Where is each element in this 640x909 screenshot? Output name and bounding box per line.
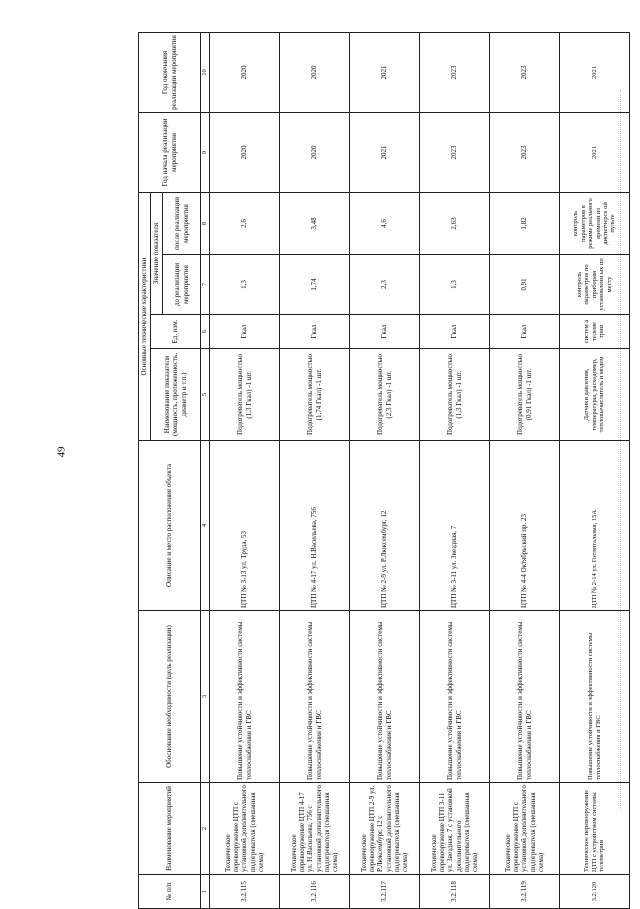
row-no: 3.2.117 (350, 875, 420, 909)
row-rationale: Повышение устойчивости и эффективности системы теплоснабжения и ГВС (490, 611, 560, 783)
row-description: ЦТП № 2-9 ул. Р.Люксембург, 12 (350, 441, 420, 611)
column-number: 8 (201, 192, 210, 254)
row-start-year: 2020 (210, 112, 280, 192)
row-after: 2,63 (420, 192, 490, 254)
table-row (420, 32, 490, 908)
row-description: ЦТП № 2-14 ул. Госпитальная, 15А (560, 441, 630, 611)
row-before: контроль параметров по приборам установленн ых по месту (560, 255, 630, 315)
row-end-year: 2021 (350, 32, 420, 112)
header-indicator: Наименование показателя (мощность, протяженность, диаметр и т.п.) (151, 349, 201, 441)
row-start-year: 2020 (280, 112, 350, 192)
row-indicator: Датчики давления, температуры, расходомер, тепловычислитель и модем (560, 349, 630, 441)
header-name: Наименование мероприятий (139, 783, 201, 875)
row-name: Техническое перевооружение ЦТП 3-11 ул. Звездная, 7 с установкой дополнительного подогревателя (смешанная схема) (420, 783, 490, 875)
row-before: 1,3 (420, 255, 490, 315)
row-name: Техническое перевооружение ЦТП 2-9 ул. Р.Люксембург, 12 с установкой дополнительного подогревателя (смешанная схема) (350, 783, 420, 875)
column-number: 6 (201, 315, 210, 349)
column-number: 9 (201, 112, 210, 192)
header-end-year: Год окончания реализации мероприятия (139, 32, 201, 112)
table-row (210, 32, 280, 908)
row-name: Техническое перевооружение ЦТП с установкой дополнительного подогревателя (смешанная схема) (210, 783, 280, 875)
row-end-year: 2023 (490, 32, 560, 112)
header-before: до реализации мероприятия (163, 255, 201, 315)
header-description: Описание и место расположения объекта (139, 441, 201, 611)
row-end-year: 2023 (420, 32, 490, 112)
column-number: 7 (201, 255, 210, 315)
row-name: Техническое перевооружение ЦТП с установкой дополнительного подогревателя (смешанная схема) (490, 783, 560, 875)
column-number: 5 (201, 349, 210, 441)
row-no: 3.2.118 (420, 875, 490, 909)
row-indicator: Подогреватель мощностью (1,3 Гкал) -1 шт. (420, 349, 490, 441)
header-values-group: Значение показателя (151, 192, 163, 314)
row-description: ЦТП № 4-4 Октябрьский пр, 23 (490, 441, 560, 611)
row-rationale: Повышение устойчивости и эффективности системы теплоснабжения и ГВС (280, 611, 350, 783)
row-before: 1,74 (280, 255, 350, 315)
row-unit: Гкал (420, 315, 490, 349)
header-tech-group: Основные технические характеристики (139, 192, 151, 440)
column-number: 10 (201, 32, 210, 112)
row-unit: Гкал (350, 315, 420, 349)
row-after: 3,48 (280, 192, 350, 254)
row-before: 0,91 (490, 255, 560, 315)
row-description: ЦТП № 3-13 ул. Труда, 53 (210, 441, 280, 611)
row-indicator: Подогреватель мощностью (1,3 Гкал) -1 шт. (210, 349, 280, 441)
table-row (490, 32, 560, 908)
column-number: 3 (201, 611, 210, 783)
header-rationale: Обоснование необходимости (цель реализации) (139, 611, 201, 783)
row-end-year: 2020 (280, 32, 350, 112)
row-rationale: Повышение устойчивости и эффективности системы теплоснабжения и ГВС (210, 611, 280, 783)
table-row (560, 32, 630, 908)
row-end-year: 2020 (210, 32, 280, 112)
row-before: 1,3 (210, 255, 280, 315)
row-start-year: 2023 (420, 112, 490, 192)
row-no: 3.2.115 (210, 875, 280, 909)
table-row (280, 32, 350, 908)
row-rationale: Повышение устойчивости и эффективности системы теплоснабжения и ГВС (420, 611, 490, 783)
row-indicator: Подогреватель мощностью (2,3 Гкал) -1 шт. (350, 349, 420, 441)
row-start-year: 2021 (350, 112, 420, 192)
column-number: 2 (201, 783, 210, 875)
row-after: 2,6 (210, 192, 280, 254)
measures-table (138, 32, 630, 909)
row-end-year: 2021 (560, 32, 630, 112)
page-number: 49 (55, 446, 68, 458)
row-after: 1,82 (490, 192, 560, 254)
row-unit: Гкал (210, 315, 280, 349)
column-number-row (201, 32, 210, 908)
row-description: ЦТП № 3-11 ул. Звездная, 7 (420, 441, 490, 611)
header-unit: Ед. изм. (151, 315, 201, 349)
row-before: 2,3 (350, 255, 420, 315)
row-indicator: Подогреватель мощностью (0,91 Гкал) -1 шт. (490, 349, 560, 441)
row-indicator: Подогреватель мощностью (1,74 Гкал) -1 шт. (280, 349, 350, 441)
row-unit: Гкал (280, 315, 350, 349)
row-start-year: 2023 (490, 112, 560, 192)
row-rationale: Повышение устойчивости и эффективности системы теплоснабжения и ГВС (350, 611, 420, 783)
rotated-table-wrapper (138, 33, 630, 909)
header-after: после реализации мероприятия (163, 192, 201, 254)
row-description: ЦТП № 4-17 ул. Н.Васильева, 756 (280, 441, 350, 611)
row-no: 3.2.116 (280, 875, 350, 909)
table-row (350, 32, 420, 908)
row-start-year: 2021 (560, 112, 630, 192)
row-name: Техническое перевооружение ЦТП с устройством системы телеметрии (560, 783, 630, 875)
row-unit: систем а телеме трии (560, 315, 630, 349)
row-no: 3.2.120 (560, 875, 630, 909)
row-rationale: Повышение устойчивости и эффективности системы теплоснабжения и ГВС (560, 611, 630, 783)
row-unit: Гкал (490, 315, 560, 349)
row-after: контроль параметров в режиме реального времени из диспетчерск ой пульте (560, 192, 630, 254)
row-name: Техническое перевооружение ЦТП 4-17 ул. Н.Васильева, 756 с установкой дополнительного подогревателя (смешанная схема) (280, 783, 350, 875)
column-number: 1 (201, 875, 210, 909)
header-no: № п/п (139, 875, 201, 909)
header-start-year: Год начала реализации мероприятия (139, 112, 201, 192)
column-number: 4 (201, 441, 210, 611)
row-no: 3.2.119 (490, 875, 560, 909)
row-after: 4,6 (350, 192, 420, 254)
